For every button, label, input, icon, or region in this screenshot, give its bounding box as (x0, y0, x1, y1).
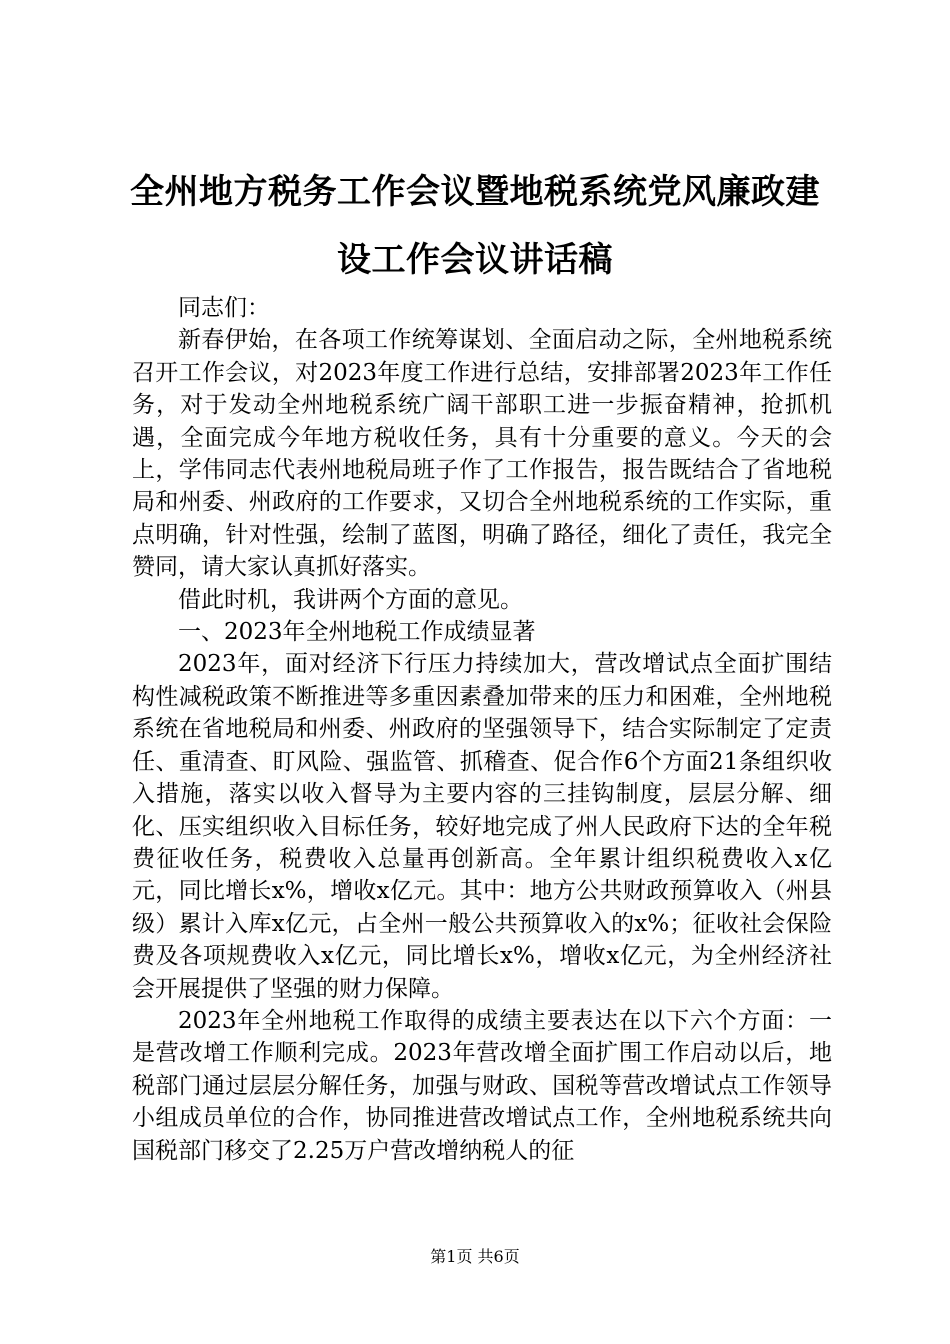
paragraph-achievements: 2023年，面对经济下行压力持续加大，营改增试点全面扩围结构性减税政策不断推进等多重因素叠加带来的压力和困难，全州地税系统在省地税局和州委、州政府的坚强领导下，结合实际制定了定责任、重清查、盯风险、强监管、抓稽查、促合作6个方面21条组织收入措施，落实以收入督导为主要内容的三挂钩制度，层层分解、细化、压实组织收入目标任务，较好地完成了州人民政府下达的全年税费征收任务，税费收入总量再创新高。全年累计组织税费收入x亿元，同比增长x%，增收x亿元。其中：地方公共财政预算收入（州县级）累计入库x亿元，占全州一般公共预算收入的x%；征收社会保险费及各项规费收入x亿元，同比增长x%，增收x亿元，为全州经济社会开展提供了坚强的财力保障。 (132, 651, 832, 1002)
page-footer: 第1页 共6页 (430, 1247, 520, 1266)
paragraph-intro: 新春伊始，在各项工作统筹谋划、全面启动之际，全州地税系统召开工作会议，对2023年度工作进行总结，安排部署2023年工作任务，对于发动全州地税系统广阔干部职工进一步振奋精神，抢抓机遇，全面完成今年地方税收任务，具有十分重要的意义。今天的会上，学伟同志代表州地税局班子作了工作报告，报告既结合了省地税局和州委、州政府的工作要求，又切合全州地税系统的工作实际，重点明确，针对性强，绘制了蓝图，明确了路径，细化了责任，我完全赞同，请大家认真抓好落实。 (132, 327, 832, 581)
salutation: 同志们： (178, 295, 270, 321)
paragraph-opinions: 借此时机，我讲两个方面的意见。 (178, 586, 523, 613)
section-heading-1: 一、2023年全州地税工作成绩显著 (178, 619, 536, 646)
paragraph-six-aspects: 2023年全州地税工作取得的成绩主要表达在以下六个方面：一是营改增工作顺利完成。2023年营改增全面扩围工作启动以后，地税部门通过层层分解任务，加强与财政、国税等营改增试点工作领导小组成员单位的合作，协同推进营改增试点工作，全州地税系统共向国税部门移交了2.25万户营改增纳税人的征 (132, 1007, 832, 1164)
title-line-1: 全州地方税务工作会议暨地税系统党风廉政建 (130, 172, 820, 212)
title-line-2: 设工作会议讲话稿 (337, 240, 613, 280)
document-body (132, 292, 832, 1167)
document-title (110, 158, 840, 294)
